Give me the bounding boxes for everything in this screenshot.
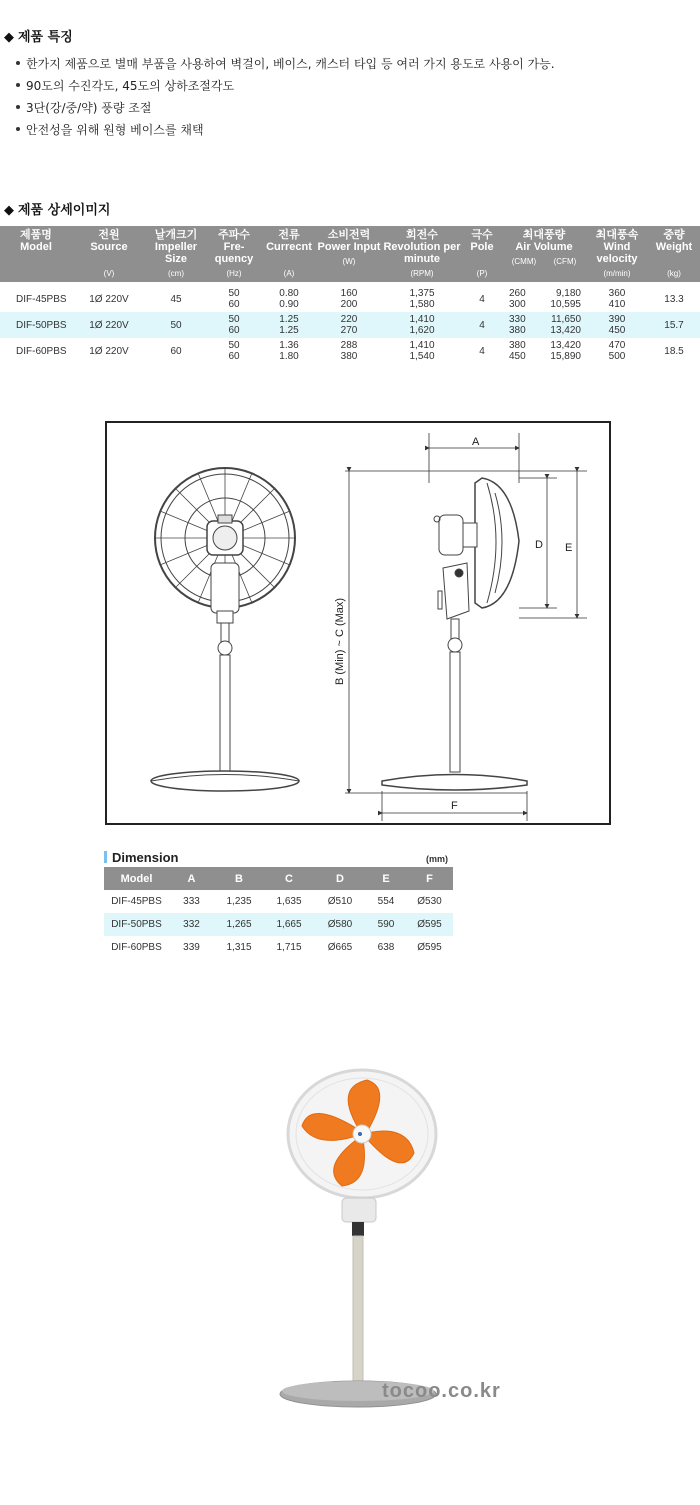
dimension-lines bbox=[345, 433, 587, 821]
label-d: D bbox=[535, 539, 543, 551]
spec-header-model: 제품명 Model bbox=[0, 226, 72, 282]
technical-drawing bbox=[105, 421, 611, 825]
spec-header-power: 소비전력 Power Input (W) bbox=[316, 226, 382, 282]
features-title: ◆ 제품 특징 bbox=[4, 30, 73, 45]
spec-header-pole: 극수 Pole (P) bbox=[462, 226, 502, 282]
diamond-icon: ◆ bbox=[4, 30, 14, 45]
label-f: F bbox=[451, 800, 458, 812]
spec-header-weight: 중량 Weight (kg) bbox=[648, 226, 700, 282]
table-row: DIF-45PBS 333 1,235 1,635 Ø510 554 Ø530 bbox=[111, 896, 442, 907]
table-row: DIF-50PBS 332 1,265 1,665 Ø580 590 Ø595 bbox=[104, 913, 453, 936]
spec-table bbox=[0, 226, 700, 364]
fan-product-photo bbox=[272, 1068, 532, 1418]
table-row: DIF-60PBS 1Ø 220V 60 50 60 1.36 1.80 288 380 1,410 1,540 4 380 13,420 450 15,890 470 500 18.5 bbox=[16, 340, 684, 362]
label-bc: B (Min) ~ C (Max) bbox=[334, 597, 346, 685]
bullet-icon bbox=[16, 105, 20, 109]
spec-header-rpm: 회전수 Revolution per minute (RPM) bbox=[382, 226, 462, 282]
spec-header-size: 날개크기 Impeller Size (cm) bbox=[146, 226, 206, 282]
bullet-icon bbox=[16, 61, 20, 65]
dimension-title: Dimension bbox=[104, 850, 178, 865]
table-row: DIF-60PBS 339 1,315 1,715 Ø665 638 Ø595 bbox=[111, 942, 442, 953]
fan-drawing-svg bbox=[107, 423, 609, 823]
spec-header-source: 전원 Source (V) bbox=[72, 226, 146, 282]
label-a: A bbox=[472, 436, 480, 448]
bullet-icon bbox=[16, 127, 20, 131]
spec-header-frequency: 주파수 Fre- quency (Hz) bbox=[206, 226, 262, 282]
front-view bbox=[151, 468, 299, 791]
list-item: 90도의 수진각도, 45도의 상하조절각도 bbox=[14, 77, 555, 99]
table-row: DIF-50PBS 1Ø 220V 50 50 60 1.25 1.25 220 270 1,410 1,620 4 330 11,650 380 13,420 390 450 15.7 bbox=[0, 312, 700, 338]
diamond-icon: ◆ bbox=[4, 203, 14, 218]
dimension-header-row: Model A B C D E F bbox=[104, 867, 453, 890]
spec-header-wind-velocity: 최대풍속 Wind velocity (m/min) bbox=[586, 226, 648, 282]
label-e: E bbox=[565, 542, 573, 554]
detail-title: ◆ 제품 상세이미지 bbox=[4, 203, 111, 218]
watermark: tocoo.co.kr bbox=[382, 1380, 501, 1402]
list-item: 한가지 제품으로 별매 부품을 사용하여 벽걸이, 베이스, 캐스터 타입 등 여러 가지 용도로 사용이 가능. bbox=[14, 55, 555, 77]
dimension-unit: (mm) bbox=[426, 854, 448, 864]
features-list bbox=[14, 55, 555, 143]
accent-bar bbox=[104, 851, 107, 863]
list-item: 3단(강/중/약) 풍량 조절 bbox=[14, 99, 555, 121]
spec-header-current: 전류 Currecnt (A) bbox=[262, 226, 316, 282]
bullet-icon bbox=[16, 83, 20, 87]
table-row: DIF-45PBS 1Ø 220V 45 50 60 0.80 0.90 160 200 1,375 1,580 4 260 9,180 300 10,595 360 410 13.3 bbox=[16, 288, 684, 310]
list-item: 안전성을 위해 원형 베이스를 채택 bbox=[14, 121, 555, 143]
spec-header-row bbox=[0, 226, 700, 282]
dimension-table bbox=[104, 867, 453, 959]
side-view bbox=[382, 478, 527, 790]
spec-header-air-volume: 최대풍량 Air Volume (CMM) (CFM) bbox=[502, 226, 586, 282]
